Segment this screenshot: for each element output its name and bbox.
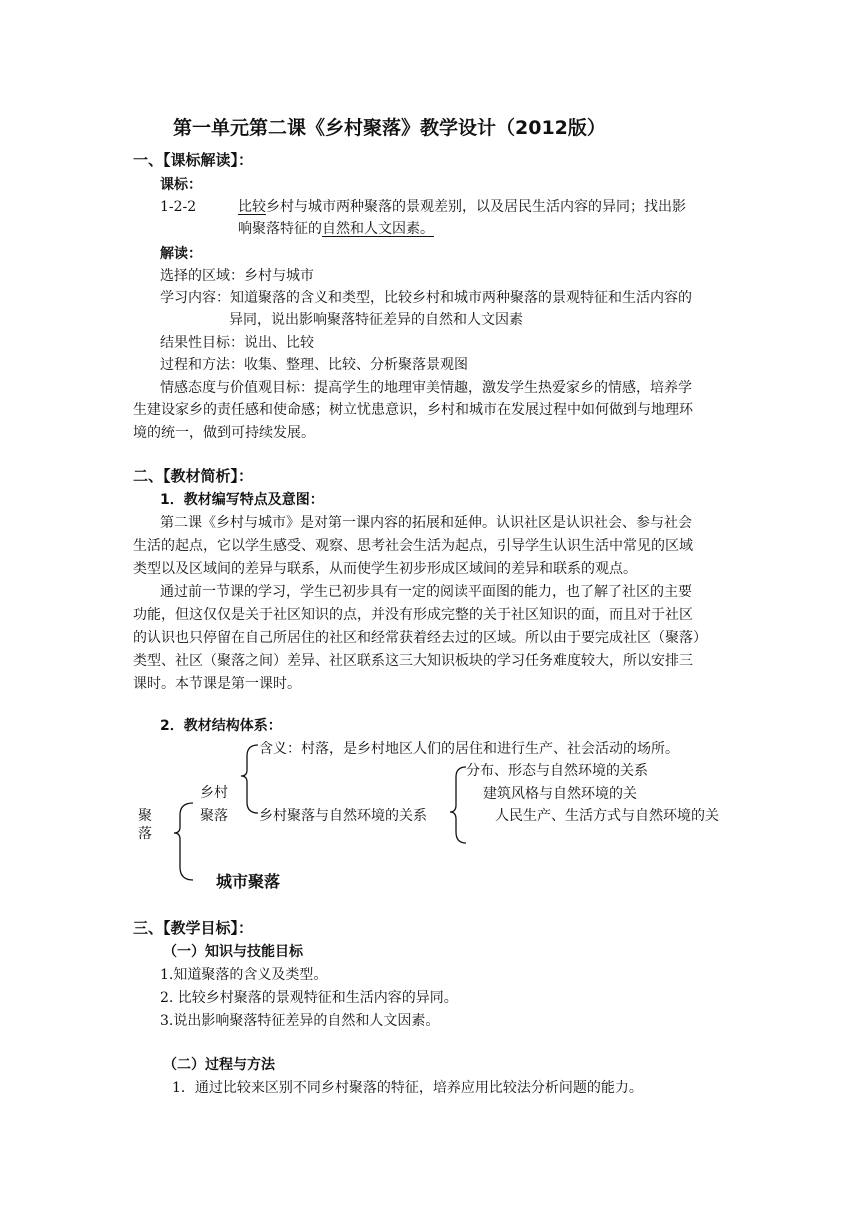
diagram-relation-item-1: 分布、形态与自然环境的关系 [466,763,648,779]
content-line-1: 学习内容：知道聚落的含义和类型，比较乡村和城市两种聚落的景观特征和生活内容的 [160,290,692,306]
subheading-2: 2．教材结构体系： [160,718,282,734]
section-heading-1: 一、【课标解读】： [133,151,254,169]
root-brace [174,803,193,880]
method-1: 1．通过比较来区别不同乡村聚落的特征，培养应用比较法分析问题的能力。 [172,1080,643,1096]
diagram-meaning: 含义：村落，是乡村地区人们的居住和进行生产、社会活动的场所。 [259,741,679,757]
diagram-root-1: 聚 [138,808,152,824]
paragraph-2-line-3: 的认识也只停留在自己所居住的社区和经常获着经去过的区域。所以由于要完成社区（聚落） [133,630,707,646]
paragraph-2-line-2: 功能，但这仅仅是关于社区知识的点，并没有形成完整的关于社区知识的面，而且对于社区 [133,607,693,623]
emotion-line-2: 生建设家乡的责任感和使命感；树立忧患意识，乡村和城市在发展过程中如何做到与地理环 [133,402,693,418]
diagram-urban: 城市聚落 [216,872,281,891]
goal-3: 3.说出影响聚落特征差异的自然和人文因素。 [160,1013,440,1029]
emotion-line-3: 境的统一，做到可持续发展。 [133,425,315,441]
subheading-process: （二）过程与方法 [163,1057,275,1073]
diagram-relation: 乡村聚落与自然环境的关系 [259,808,427,824]
paragraph-2-line-4: 类型、社区（聚落之间）差异、社区联系这三大知识板块的学习任务难度较大，所以安排三 [133,653,693,669]
diagram-rural-1: 乡村 [200,785,228,801]
goal-2: 2. 比较乡村聚落的景观特征和生活内容的异同。 [160,990,458,1006]
standard-underlined-phrase: 自然和人文因素。 [322,221,434,237]
rural-brace [241,745,258,813]
section-heading-3: 三、【教学目标】： [133,919,254,937]
paragraph-1-line-2: 生活的起点，它以学生感受、观察、思考社会生活为起点，引导学生认识生活中常见的区域 [133,538,693,554]
jd-label: 解读： [160,246,202,262]
goal-1: 1.知道聚落的含义及类型。 [160,967,328,983]
diagram-relation-item-3: 人民生产、生活方式与自然环境的关 [495,808,719,824]
standard-underlined-word: 比较 [238,199,266,215]
subheading-knowledge: （一）知识与技能目标 [163,944,303,960]
paragraph-1-line-1: 第二课《乡村与城市》是对第一课内容的拓展和延伸。认识社区是认识社会、参与社会 [160,515,692,531]
paragraph-2-line-1: 通过前一节课的学习，学生已初步具有一定的阅读平面图的能力，也了解了社区的主要 [160,584,692,600]
section-heading-2: 二、【教材简析】： [133,467,254,485]
standard-text: 乡村与城市两种聚落的景观差别，以及居民生活内容的异同；找出影 [266,199,686,215]
paragraph-2-line-5: 课时。本节课是第一课时。 [133,676,301,692]
diagram-rural-2: 聚落 [200,808,228,824]
page-title: 第一单元第二课《乡村聚落》教学设计（2012版） [173,117,606,139]
result-line: 结果性目标：说出、比较 [160,335,314,351]
process-line: 过程和方法：收集、整理、比较、分析聚落景观图 [160,357,468,373]
emotion-line-1: 情感态度与价值观目标：提高学生的地理审美情趣，激发学生热爱家乡的情感，培养学 [160,380,692,396]
standard-code: 1-2-2 [160,199,197,215]
diagram-relation-item-2: 建筑风格与自然环境的关 [483,786,637,802]
content-line-2: 异同，说出影响聚落特征差异的自然和人文因素 [229,312,523,328]
kb-label: 课标： [160,177,202,193]
diagram-root-2: 落 [138,826,152,842]
relation-brace [450,767,466,843]
paragraph-1-line-3: 类型以及区域间的差异与联系，从而使学生初步形成区域间的差异和联系的观点。 [133,561,637,577]
region-line: 选择的区域：乡村与城市 [160,268,314,284]
standard-text: 响聚落特征的 [238,221,322,237]
subheading-1: 1．教材编写特点及意图： [160,492,324,508]
